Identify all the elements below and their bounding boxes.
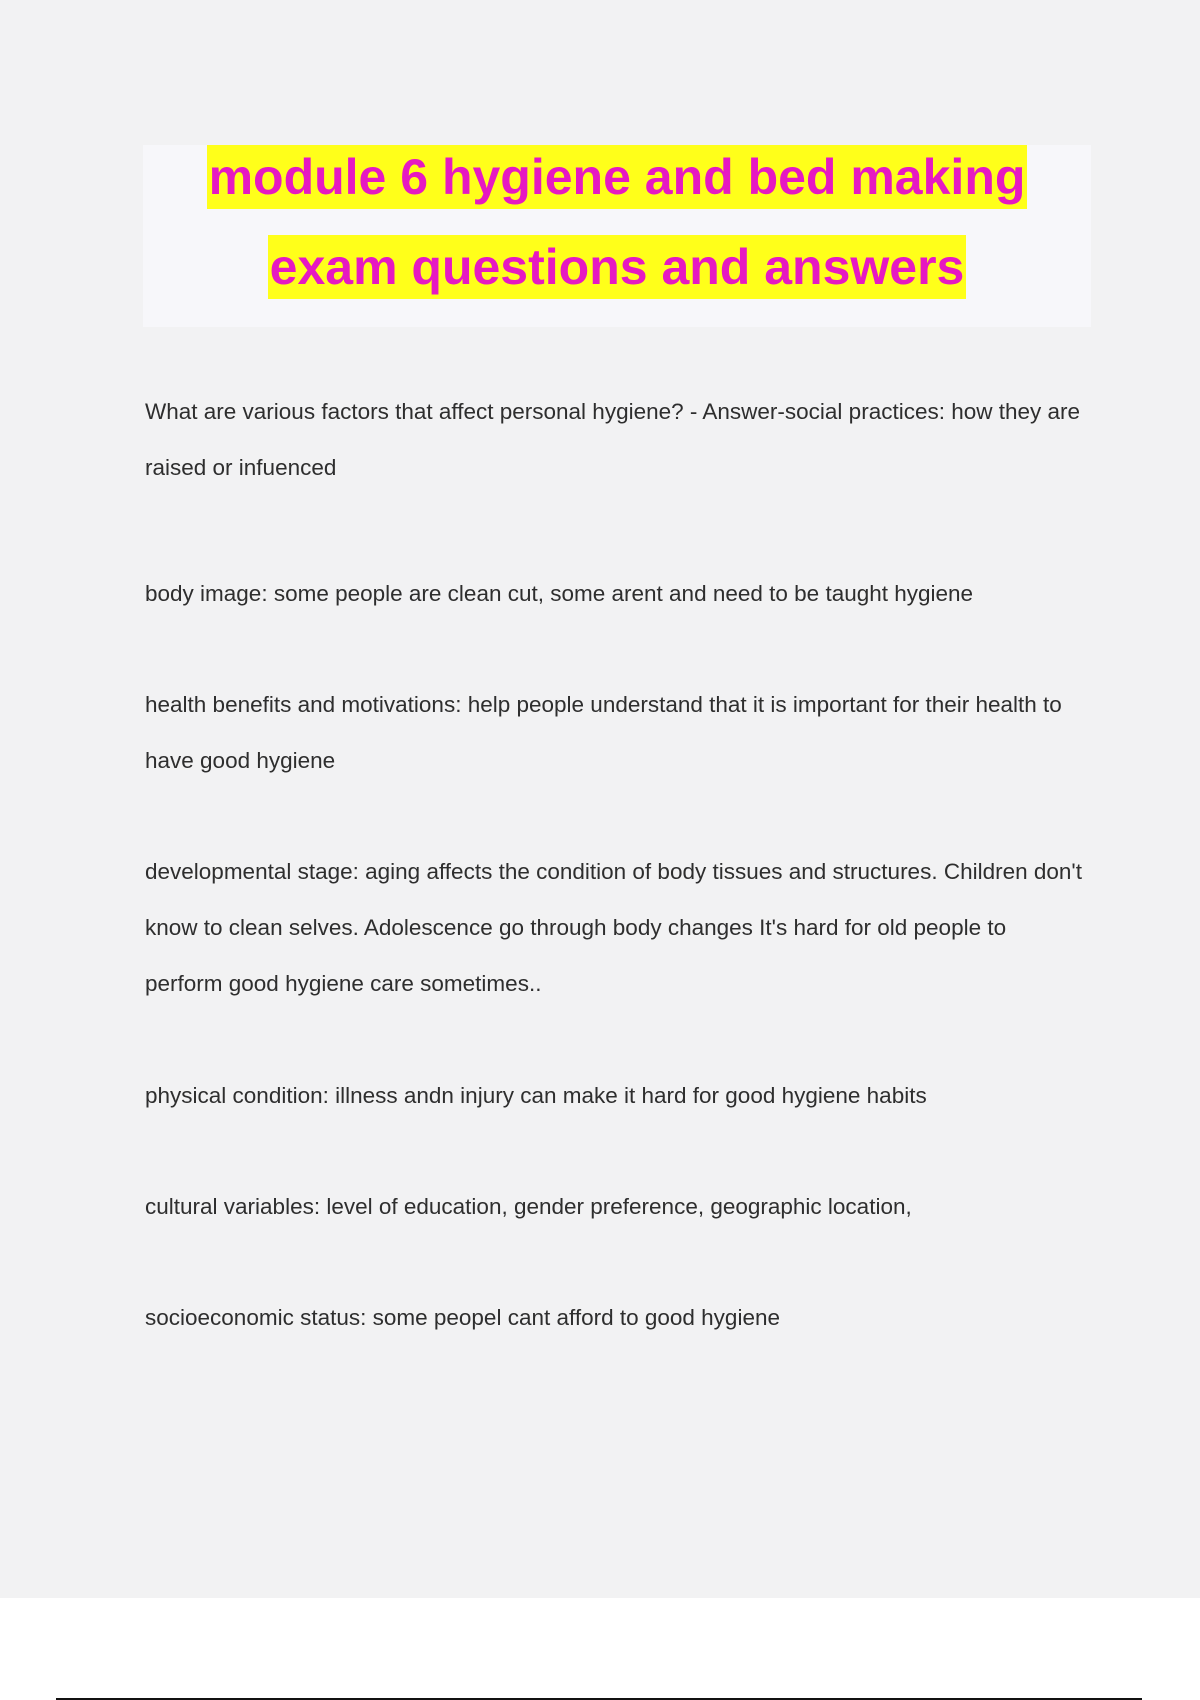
title-block <box>143 145 1091 327</box>
answer-cultural-variables: cultural variables: level of education, gender preference, geographic location, <box>145 1194 912 1219</box>
answer-developmental-stage: developmental stage: aging affects the condition of body tissues and structures. Children don't know to clean selves. Adolescence go through body changes It's hard for old people to perform good hygiene care sometimes.. <box>145 859 1082 996</box>
answer-physical-condition: physical condition: illness andn injury can make it hard for good hygiene habits <box>145 1083 927 1108</box>
answer-health-benefits: health benefits and motivations: help people understand that it is important for their health to have good hygiene <box>145 692 1062 773</box>
title-text-2: exam questions and answers <box>268 235 967 299</box>
title-line-1 <box>143 145 1091 209</box>
page-footer <box>0 1598 1200 1700</box>
answer-socioeconomic-status: socioeconomic status: some peopel cant afford to good hygiene <box>145 1305 780 1330</box>
answer-body-image: body image: some people are clean cut, some arent and need to be taught hygiene <box>145 581 974 606</box>
question-paragraph: What are various factors that affect personal hygiene? - Answer-social practices: how they are raised or infuenced <box>145 399 1081 480</box>
title-line-2 <box>143 235 1091 299</box>
title-text-1: module 6 hygiene and bed making <box>207 145 1028 209</box>
